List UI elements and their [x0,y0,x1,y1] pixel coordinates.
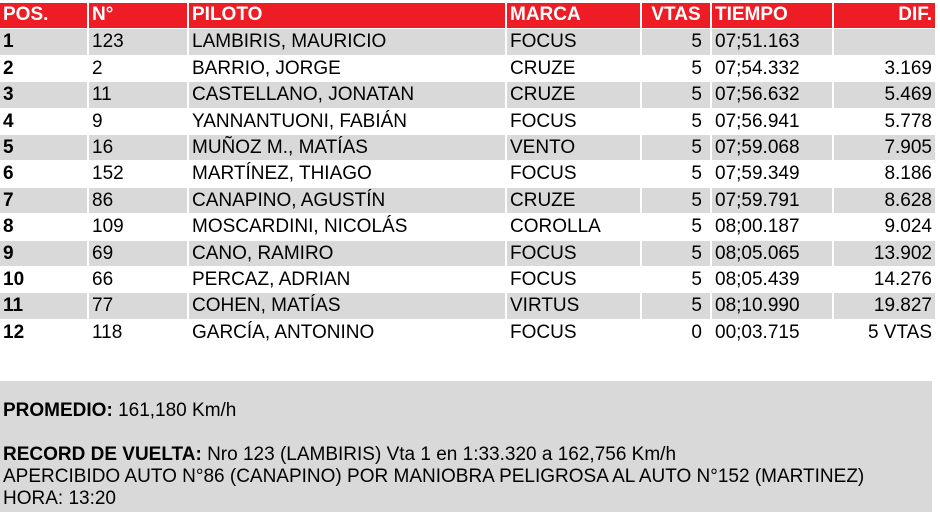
cell-tiempo: 08;10.990 [712,293,834,319]
table-row [0,56,935,82]
cell-marca: COROLLA [507,214,642,240]
table-header [0,3,935,29]
cell-tiempo: 07;59.349 [712,161,834,187]
cell-num: 118 [89,320,189,346]
cell-vtas: 5 [642,267,712,293]
cell-pos: 11 [0,293,89,319]
cell-dif [834,29,935,55]
cell-num: 123 [89,29,189,55]
cell-piloto: MUÑOZ M., MATÍAS [189,135,507,161]
cell-vtas: 5 [642,293,712,319]
cell-piloto: MARTÍNEZ, THIAGO [189,161,507,187]
cell-piloto: LAMBIRIS, MAURICIO [189,29,507,55]
header-dif: DIF. [834,3,935,29]
table-row [0,188,935,214]
cell-tiempo: 07;59.068 [712,135,834,161]
cell-vtas: 5 [642,56,712,82]
cell-tiempo: 07;56.632 [712,82,834,108]
cell-pos: 9 [0,241,89,267]
cell-marca: FOCUS [507,320,642,346]
cell-marca: CRUZE [507,82,642,108]
table-row [0,214,935,240]
cell-marca: FOCUS [507,267,642,293]
promedio-line [3,400,236,422]
header-tiempo: TIEMPO [712,3,834,29]
cell-tiempo: 08;00.187 [712,214,834,240]
header-pos: POS. [0,3,89,29]
cell-num: 69 [89,241,189,267]
cell-dif: 19.827 [834,293,935,319]
cell-pos: 7 [0,188,89,214]
cell-marca: FOCUS [507,161,642,187]
cell-marca: CRUZE [507,188,642,214]
cell-marca: CRUZE [507,56,642,82]
table-row [0,29,935,55]
cell-tiempo: 00;03.715 [712,320,834,346]
cell-pos: 12 [0,320,89,346]
header-vtas: VTAS [642,3,712,29]
cell-pos: 10 [0,267,89,293]
cell-num: 77 [89,293,189,319]
cell-vtas: 5 [642,161,712,187]
cell-piloto: YANNANTUONI, FABIÁN [189,109,507,135]
cell-vtas: 0 [642,320,712,346]
cell-pos: 1 [0,29,89,55]
cell-num: 109 [89,214,189,240]
table-row [0,320,935,346]
cell-num: 66 [89,267,189,293]
cell-tiempo: 07;54.332 [712,56,834,82]
table-row [0,82,935,108]
cell-num: 152 [89,161,189,187]
cell-marca: FOCUS [507,29,642,55]
cell-num: 16 [89,135,189,161]
table-row [0,293,935,319]
cell-dif: 7.905 [834,135,935,161]
results-table [0,3,935,346]
cell-vtas: 5 [642,135,712,161]
cell-piloto: BARRIO, JORGE [189,56,507,82]
cell-num: 9 [89,109,189,135]
cell-vtas: 5 [642,241,712,267]
cell-dif: 14.276 [834,267,935,293]
record-line [3,444,676,466]
cell-dif: 8.186 [834,161,935,187]
header-num: N° [89,3,189,29]
record-label: RECORD DE VUELTA: [3,444,202,465]
cell-vtas: 5 [642,109,712,135]
table-row [0,241,935,267]
cell-num: 11 [89,82,189,108]
cell-num: 2 [89,56,189,82]
cell-dif: 13.902 [834,241,935,267]
cell-piloto: CANO, RAMIRO [189,241,507,267]
cell-pos: 3 [0,82,89,108]
cell-pos: 8 [0,214,89,240]
promedio-label: PROMEDIO: [3,400,113,421]
cell-tiempo: 07;56.941 [712,109,834,135]
cell-dif: 5.469 [834,82,935,108]
cell-vtas: 5 [642,82,712,108]
cell-vtas: 5 [642,188,712,214]
cell-piloto: CASTELLANO, JONATAN [189,82,507,108]
hora-line: HORA: 13:20 [3,488,116,509]
cell-piloto: COHEN, MATÍAS [189,293,507,319]
cell-dif: 3.169 [834,56,935,82]
apercibido-line: APERCIBIDO AUTO N°86 (CANAPINO) POR MANIOBRA PELIGROSA AL AUTO N°152 (MARTINEZ) [3,466,865,487]
race-notes [0,381,932,512]
table-row [0,267,935,293]
table-row [0,161,935,187]
cell-pos: 5 [0,135,89,161]
cell-num: 86 [89,188,189,214]
cell-marca: FOCUS [507,109,642,135]
cell-tiempo: 07;51.163 [712,29,834,55]
cell-dif: 9.024 [834,214,935,240]
record-value: Nro 123 (LAMBIRIS) Vta 1 en 1:33.320 a 162,756 Km/h [207,444,677,465]
cell-tiempo: 07;59.791 [712,188,834,214]
cell-piloto: CANAPINO, AGUSTÍN [189,188,507,214]
cell-dif: 8.628 [834,188,935,214]
header-marca: MARCA [507,3,642,29]
cell-tiempo: 08;05.065 [712,241,834,267]
cell-pos: 2 [0,56,89,82]
cell-pos: 6 [0,161,89,187]
cell-piloto: MOSCARDINI, NICOLÁS [189,214,507,240]
header-piloto: PILOTO [189,3,507,29]
cell-dif: 5.778 [834,109,935,135]
cell-marca: FOCUS [507,241,642,267]
cell-pos: 4 [0,109,89,135]
cell-vtas: 5 [642,29,712,55]
cell-marca: VENTO [507,135,642,161]
promedio-value: 161,180 Km/h [118,400,237,421]
table-row [0,109,935,135]
cell-piloto: PERCAZ, ADRIAN [189,267,507,293]
cell-tiempo: 08;05.439 [712,267,834,293]
table-row [0,135,935,161]
cell-vtas: 5 [642,214,712,240]
cell-piloto: GARCÍA, ANTONINO [189,320,507,346]
cell-marca: VIRTUS [507,293,642,319]
cell-dif: 5 VTAS [834,320,935,346]
